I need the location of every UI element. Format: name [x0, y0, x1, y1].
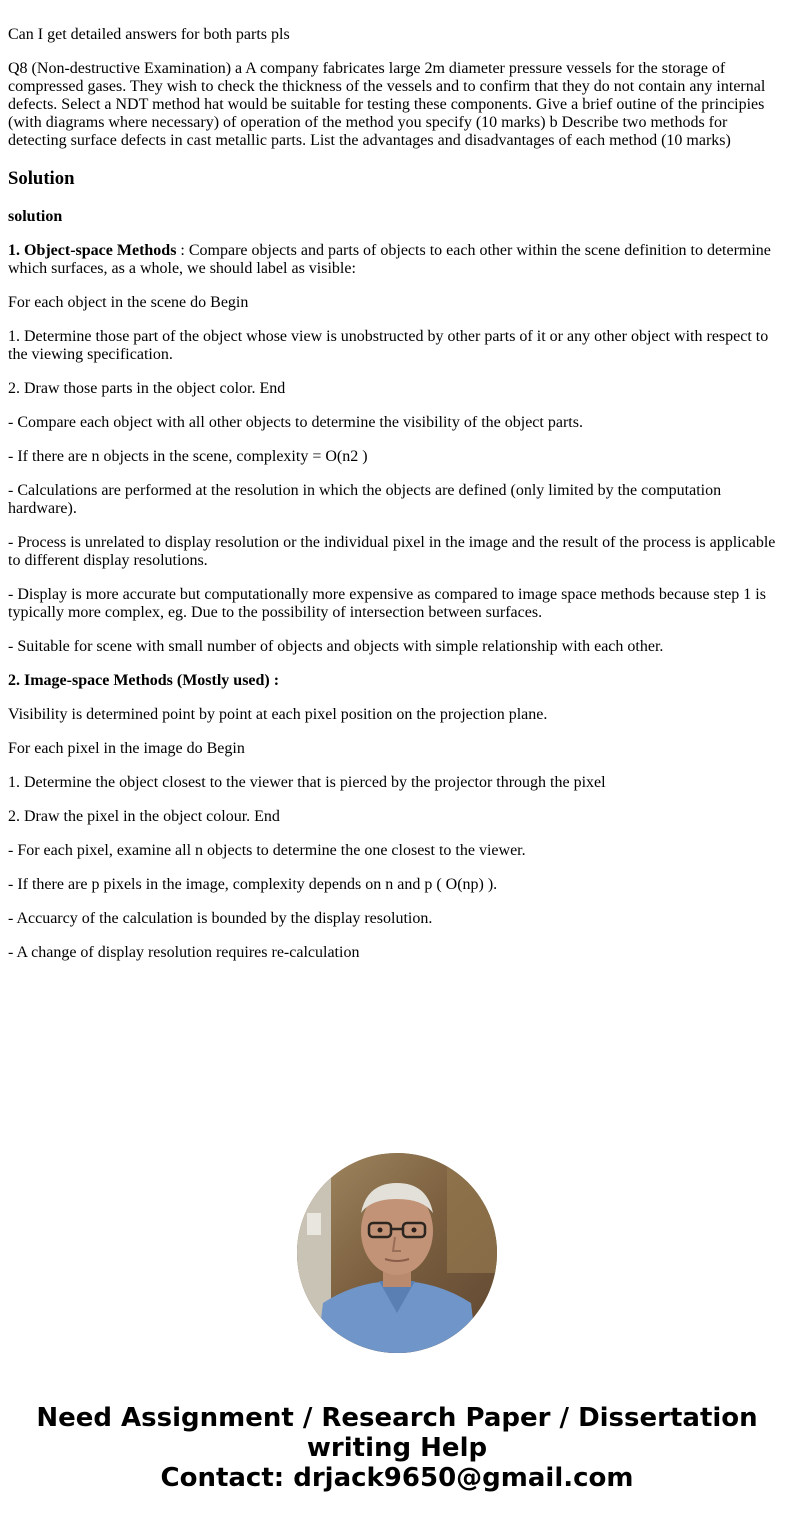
object-space-line: - Display is more accurate but computationally more expensive as compared to image space methods because step 1 is typically more complex, eg. Due to the possibility of intersection between surfaces.: [8, 586, 766, 621]
object-space-line: 2. Draw those parts in the object color. End: [8, 380, 286, 397]
promo-footer: [0, 1403, 794, 1493]
image-space-line: - Accuarcy of the calculation is bounded by the display resolution.: [8, 910, 433, 927]
image-space-line: 2. Draw the pixel in the object colour. End: [8, 808, 280, 825]
object-space-title: 1. Object-space Methods: [8, 242, 177, 259]
author-portrait-icon: [297, 1153, 497, 1353]
image-space-line: - A change of display resolution requires re-calculation: [8, 944, 360, 961]
question-body: Q8 (Non-destructive Examination) a A company fabricates large 2m diameter pressure vessels for the storage of compressed gases. They wish to check the thickness of the vessels and to confirm that they do not contain any internal defects. Select a NDT method hat would be suitable for testing these components. Give a brief outine of the principies (with diagrams where necessary) of operation of the method you specify (10 marks) b Describe two methods for detecting surface defects in cast metallic parts. List the advantages and disadvantages of each method (10 marks): [8, 60, 766, 149]
solution-heading: Solution: [8, 168, 75, 189]
image-space-title: 2. Image-space Methods (Mostly used) :: [8, 672, 280, 689]
footer-contact: Contact: drjack9650@gmail.com: [160, 1463, 634, 1493]
object-space-line: - If there are n objects in the scene, complexity = O(n2 ): [8, 448, 368, 465]
object-space-intro: [8, 242, 786, 278]
object-space-line: - Process is unrelated to display resolution or the individual pixel in the image and the result of the process is applicable to different display resolutions.: [8, 534, 776, 569]
object-space-line: - Compare each object with all other objects to determine the visibility of the object parts.: [8, 414, 583, 431]
object-space-line: For each object in the scene do Begin: [8, 294, 249, 311]
footer-line-2: writing Help: [306, 1433, 488, 1463]
author-avatar: [297, 1153, 497, 1353]
object-space-description: : Compare objects and parts of objects to each other within the scene definition to determine which surfaces, as a whole, we should label as visible:: [8, 242, 771, 277]
question-intro: Can I get detailed answers for both parts pls: [8, 26, 290, 43]
image-space-line: - If there are p pixels in the image, complexity depends on n and p ( O(np) ).: [8, 876, 498, 893]
solution-label: solution: [8, 208, 63, 225]
object-space-line: - Calculations are performed at the resolution in which the objects are defined (only limited by the computation hardware).: [8, 482, 722, 517]
image-space-line: For each pixel in the image do Begin: [8, 740, 245, 757]
image-space-line: Visibility is determined point by point at each pixel position on the projection plane.: [8, 706, 548, 723]
image-space-intro: [8, 672, 786, 690]
footer-line-1: Need Assignment / Research Paper / Dissertation: [36, 1403, 758, 1433]
article: [8, 0, 786, 978]
image-space-line: - For each pixel, examine all n objects to determine the one closest to the viewer.: [8, 842, 526, 859]
image-space-line: 1. Determine the object closest to the viewer that is pierced by the projector through the pixel: [8, 774, 606, 791]
object-space-line: - Suitable for scene with small number of objects and objects with simple relationship with each other.: [8, 638, 664, 655]
object-space-line: 1. Determine those part of the object whose view is unobstructed by other parts of it or any other object with respect to the viewing specification.: [8, 328, 769, 363]
